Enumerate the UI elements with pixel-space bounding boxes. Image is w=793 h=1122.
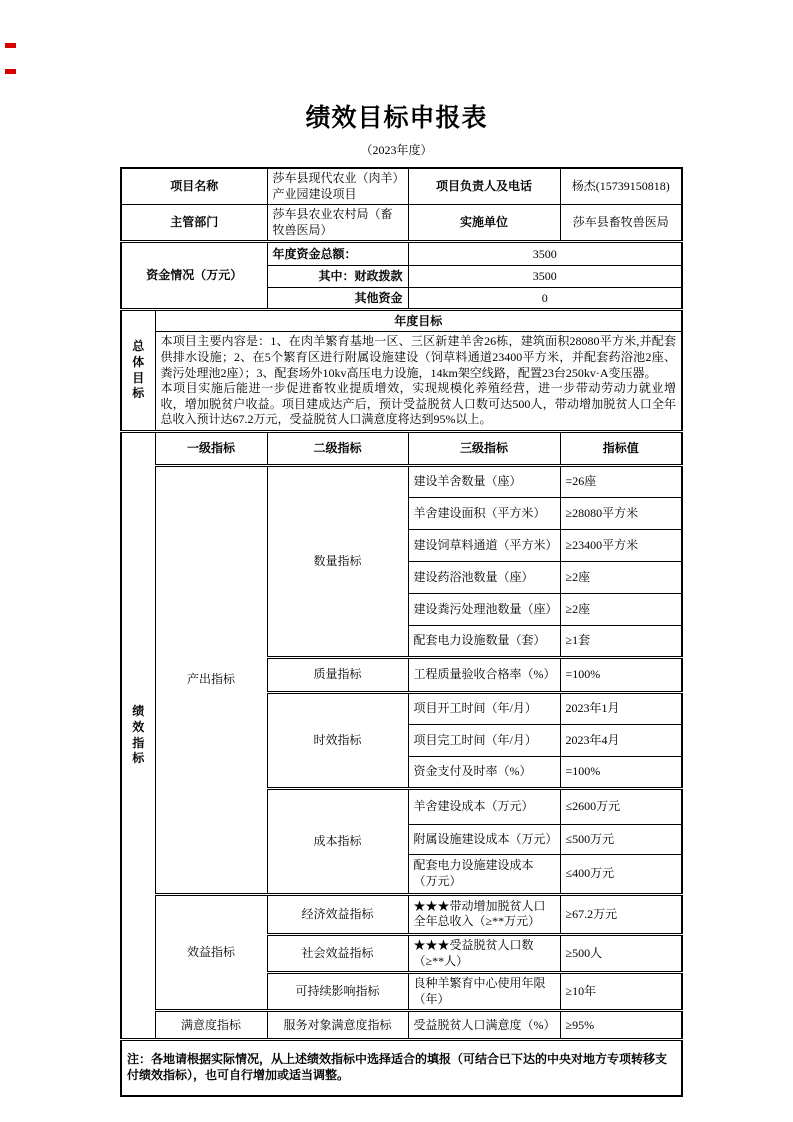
funding-total-label: 年度资金总额：	[267, 242, 408, 266]
annual-goal-text-row	[121, 332, 682, 432]
note-row	[121, 1040, 682, 1096]
l3-indicator-cell: 配套电力设施建设成本（万元）	[408, 854, 560, 894]
indicator-row	[121, 1011, 682, 1040]
indicator-value-cell: 2023年4月	[560, 724, 682, 756]
department-label: 主管部门	[121, 205, 267, 242]
l3-indicator-cell: 建设粪污处理池数量（座）	[408, 593, 560, 625]
level2-sustain: 可持续影响指标	[267, 973, 408, 1011]
leader-label: 项目负责人及电话	[408, 168, 560, 205]
l3-indicator-cell: 羊舍建设成本（万元）	[408, 788, 560, 824]
annual-goal-paragraph-1: 本项目主要内容是：1、在肉羊繁育基地一区、三区新建羊舍26栋，建筑面积28080平方米,并配套供排水设施；2、在5个繁育区进行附属设施建设（饲草料通道23400平方米，并配套药浴池2座、粪污处理池2座）；3、配套场外10kv高压电力设施，14km架空线路，配置23台250kv·A变压器。	[160, 334, 677, 380]
funding-fiscal-value: 3500	[408, 266, 682, 288]
annual-goal-text	[155, 332, 682, 432]
funding-other-value: 0	[408, 288, 682, 310]
indicator-value-cell: ≥500人	[560, 934, 682, 972]
indicator-value-cell: 2023年1月	[560, 692, 682, 724]
level2-quality: 质量指标	[267, 657, 408, 692]
level2-header: 二级指标	[267, 431, 408, 465]
indicator-header-row	[121, 431, 682, 465]
level2-quantity: 数量指标	[267, 465, 408, 657]
annual-goal-header: 年度目标	[155, 310, 682, 332]
annual-goal-header-row	[121, 310, 682, 332]
leader-value: 杨杰(15739150818)	[560, 168, 682, 205]
l3-indicator-cell: ★★★受益脱贫人口数（≥**人）	[408, 934, 560, 972]
department-value: 莎车县农业农村局（畜牧兽医局）	[267, 205, 408, 242]
indicator-value-cell: ≤400万元	[560, 854, 682, 894]
red-mark-top	[5, 43, 16, 48]
funding-fiscal-label: 其中：财政拨款	[267, 266, 408, 288]
l3-indicator-cell: 配套电力设施数量（套）	[408, 625, 560, 657]
funding-label: 资金情况（万元）	[121, 242, 267, 310]
level1-benefit: 效益指标	[155, 894, 267, 1010]
indicator-value-cell: ≥10年	[560, 973, 682, 1011]
project-name-value: 莎车县现代农业（肉羊）产业园建设项目	[267, 168, 408, 205]
funding-other-label: 其他资金	[267, 288, 408, 310]
page-subtitle: （2023年度）	[360, 143, 433, 157]
l3-indicator-cell: 项目开工时间（年/月）	[408, 692, 560, 724]
level1-output: 产出指标	[155, 465, 267, 894]
value-header: 指标值	[560, 431, 682, 465]
l3-indicator-cell: 工程质量验收合格率（%）	[408, 657, 560, 692]
indicator-row	[121, 894, 682, 934]
level3-header: 三级指标	[408, 431, 560, 465]
level1-satisfaction: 满意度指标	[155, 1011, 267, 1040]
annual-goal-paragraph-2: 本项目实施后能进一步促进畜牧业提质增效，实现规模化养殖经营，进一步带动劳动力就业增收，增加脱贫户收益。项目建成达产后，预计受益脱贫人口数可达500人，带动增加脱贫人口全年总收入预计达67.2万元，受益脱贫人口满意度将达到95%以上。	[160, 381, 677, 427]
indicator-value-cell: ≥28080平方米	[560, 497, 682, 529]
department-row	[121, 205, 682, 242]
page-title: 绩效目标申报表	[305, 105, 488, 132]
indicator-value-cell: =100%	[560, 657, 682, 692]
funding-total-value: 3500	[408, 242, 682, 266]
indicator-value-cell: ≤2600万元	[560, 788, 682, 824]
l3-indicator-cell: 附属设施建设成本（万元）	[408, 824, 560, 854]
l3-indicator-cell: 项目完工时间（年/月）	[408, 724, 560, 756]
red-mark-bottom	[5, 69, 16, 74]
level2-timeliness: 时效指标	[267, 692, 408, 788]
note-text: 注：各地请根据实际情况，从上述绩效指标中选择适合的填报（可结合已下达的中央对地方专项转移支付绩效指标），也可自行增加或适当调整。	[121, 1040, 682, 1096]
l3-indicator-cell: 建设饲草料通道（平方米）	[408, 529, 560, 561]
declaration-form-table	[120, 167, 683, 1097]
level2-cost: 成本指标	[267, 788, 408, 894]
indicator-value-cell: ≥67.2万元	[560, 894, 682, 934]
l3-indicator-cell: 资金支付及时率（%）	[408, 756, 560, 788]
performance-indicator-label: 绩效指标	[121, 431, 155, 1039]
indicator-value-cell: ≤500万元	[560, 824, 682, 854]
level1-header: 一级指标	[155, 431, 267, 465]
l3-indicator-cell: 建设羊舍数量（座）	[408, 465, 560, 497]
l3-indicator-cell: 良种羊繁育中心使用年限（年）	[408, 973, 560, 1011]
l3-indicator-cell: ★★★带动增加脱贫人口全年总收入（≥**万元）	[408, 894, 560, 934]
funding-total-row	[121, 242, 682, 266]
l3-indicator-cell: 建设药浴池数量（座）	[408, 561, 560, 593]
indicator-row	[121, 465, 682, 497]
l3-indicator-cell: 羊舍建设面积（平方米）	[408, 497, 560, 529]
impl-unit-label: 实施单位	[408, 205, 560, 242]
level2-economic: 经济效益指标	[267, 894, 408, 934]
l3-indicator-cell: 受益脱贫人口满意度（%）	[408, 1011, 560, 1040]
indicator-value-cell: =26座	[560, 465, 682, 497]
indicator-value-cell: ≥95%	[560, 1011, 682, 1040]
indicator-value-cell: ≥23400平方米	[560, 529, 682, 561]
project-name-row	[121, 168, 682, 205]
overall-goal-label: 总体目标	[121, 310, 155, 432]
indicator-value-cell: ≥2座	[560, 561, 682, 593]
level2-service: 服务对象满意度指标	[267, 1011, 408, 1040]
project-name-label: 项目名称	[121, 168, 267, 205]
level2-social: 社会效益指标	[267, 934, 408, 972]
impl-unit-value: 莎车县畜牧兽医局	[560, 205, 682, 242]
indicator-value-cell: ≥1套	[560, 625, 682, 657]
indicator-value-cell: =100%	[560, 756, 682, 788]
indicator-value-cell: ≥2座	[560, 593, 682, 625]
